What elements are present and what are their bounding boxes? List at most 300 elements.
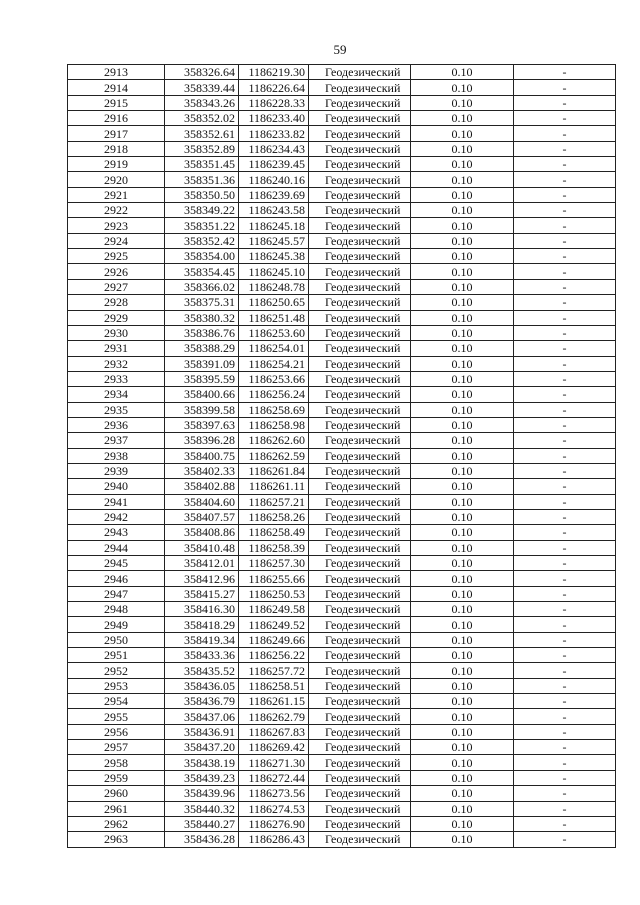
table-row (68, 387, 616, 402)
table-row (68, 648, 616, 663)
y-coordinate-cell: 1186219.30 (239, 65, 309, 80)
table-row (68, 678, 616, 693)
note-cell: - (514, 310, 616, 325)
table-row (68, 801, 616, 816)
note-cell: - (514, 494, 616, 509)
table-row (68, 694, 616, 709)
x-coordinate-cell: 358380.32 (165, 310, 239, 325)
accuracy-cell: 0.10 (411, 724, 514, 739)
note-cell: - (514, 218, 616, 233)
accuracy-cell: 0.10 (411, 648, 514, 663)
y-coordinate-cell: 1186233.40 (239, 111, 309, 126)
accuracy-cell: 0.10 (411, 755, 514, 770)
table-row (68, 233, 616, 248)
x-coordinate-cell: 358395.59 (165, 371, 239, 386)
x-coordinate-cell: 358439.96 (165, 786, 239, 801)
point-number-cell: 2930 (68, 325, 165, 340)
point-number-cell: 2920 (68, 172, 165, 187)
table-row (68, 709, 616, 724)
point-number-cell: 2963 (68, 832, 165, 847)
page-number: 59 (333, 42, 347, 57)
y-coordinate-cell: 1186262.60 (239, 433, 309, 448)
accuracy-cell: 0.10 (411, 387, 514, 402)
y-coordinate-cell: 1186261.11 (239, 479, 309, 494)
accuracy-cell: 0.10 (411, 341, 514, 356)
method-cell: Геодезический (309, 172, 411, 187)
method-cell: Геодезический (309, 525, 411, 540)
accuracy-cell: 0.10 (411, 371, 514, 386)
table-row (68, 279, 616, 294)
accuracy-cell: 0.10 (411, 816, 514, 831)
point-number-cell: 2957 (68, 740, 165, 755)
table-row (68, 264, 616, 279)
x-coordinate-cell: 358351.36 (165, 172, 239, 187)
table-row (68, 111, 616, 126)
method-cell: Геодезический (309, 295, 411, 310)
point-number-cell: 2937 (68, 433, 165, 448)
method-cell: Геодезический (309, 540, 411, 555)
note-cell: - (514, 356, 616, 371)
accuracy-cell: 0.10 (411, 95, 514, 110)
x-coordinate-cell: 358412.01 (165, 556, 239, 571)
accuracy-cell: 0.10 (411, 433, 514, 448)
y-coordinate-cell: 1186258.49 (239, 525, 309, 540)
note-cell: - (514, 632, 616, 647)
note-cell: - (514, 648, 616, 663)
accuracy-cell: 0.10 (411, 494, 514, 509)
note-cell: - (514, 126, 616, 141)
table-row (68, 632, 616, 647)
x-coordinate-cell: 358418.29 (165, 617, 239, 632)
note-cell: - (514, 157, 616, 172)
x-coordinate-cell: 358326.64 (165, 65, 239, 80)
table-row (68, 218, 616, 233)
x-coordinate-cell: 358436.79 (165, 694, 239, 709)
y-coordinate-cell: 1186253.66 (239, 371, 309, 386)
note-cell: - (514, 341, 616, 356)
accuracy-cell: 0.10 (411, 65, 514, 80)
accuracy-cell: 0.10 (411, 218, 514, 233)
accuracy-cell: 0.10 (411, 509, 514, 524)
x-coordinate-cell: 358349.22 (165, 203, 239, 218)
y-coordinate-cell: 1186274.53 (239, 801, 309, 816)
point-number-cell: 2942 (68, 509, 165, 524)
x-coordinate-cell: 358388.29 (165, 341, 239, 356)
note-cell: - (514, 663, 616, 678)
accuracy-cell: 0.10 (411, 709, 514, 724)
note-cell: - (514, 801, 616, 816)
x-coordinate-cell: 358352.42 (165, 233, 239, 248)
accuracy-cell: 0.10 (411, 571, 514, 586)
point-number-cell: 2940 (68, 479, 165, 494)
accuracy-cell: 0.10 (411, 111, 514, 126)
y-coordinate-cell: 1186254.21 (239, 356, 309, 371)
note-cell: - (514, 187, 616, 202)
table-row (68, 249, 616, 264)
accuracy-cell: 0.10 (411, 264, 514, 279)
accuracy-cell: 0.10 (411, 279, 514, 294)
accuracy-cell: 0.10 (411, 356, 514, 371)
y-coordinate-cell: 1186234.43 (239, 141, 309, 156)
point-number-cell: 2962 (68, 816, 165, 831)
x-coordinate-cell: 358435.52 (165, 663, 239, 678)
table-row (68, 479, 616, 494)
y-coordinate-cell: 1186250.65 (239, 295, 309, 310)
y-coordinate-cell: 1186267.83 (239, 724, 309, 739)
y-coordinate-cell: 1186273.56 (239, 786, 309, 801)
note-cell: - (514, 724, 616, 739)
y-coordinate-cell: 1186256.24 (239, 387, 309, 402)
table-row (68, 157, 616, 172)
point-number-cell: 2913 (68, 65, 165, 80)
method-cell: Геодезический (309, 141, 411, 156)
y-coordinate-cell: 1186254.01 (239, 341, 309, 356)
point-number-cell: 2955 (68, 709, 165, 724)
table-row (68, 755, 616, 770)
point-number-cell: 2958 (68, 755, 165, 770)
x-coordinate-cell: 358436.28 (165, 832, 239, 847)
accuracy-cell: 0.10 (411, 448, 514, 463)
x-coordinate-cell: 358351.22 (165, 218, 239, 233)
method-cell: Геодезический (309, 463, 411, 478)
accuracy-cell: 0.10 (411, 233, 514, 248)
table-row (68, 172, 616, 187)
table-row (68, 325, 616, 340)
table-row (68, 832, 616, 847)
y-coordinate-cell: 1186258.69 (239, 402, 309, 417)
table-row (68, 586, 616, 601)
table-row (68, 203, 616, 218)
accuracy-cell: 0.10 (411, 463, 514, 478)
point-number-cell: 2949 (68, 617, 165, 632)
point-number-cell: 2929 (68, 310, 165, 325)
method-cell: Геодезический (309, 479, 411, 494)
x-coordinate-cell: 358352.61 (165, 126, 239, 141)
point-number-cell: 2954 (68, 694, 165, 709)
note-cell: - (514, 172, 616, 187)
y-coordinate-cell: 1186250.53 (239, 586, 309, 601)
method-cell: Геодезический (309, 279, 411, 294)
method-cell: Геодезический (309, 249, 411, 264)
table-row (68, 571, 616, 586)
point-number-cell: 2944 (68, 540, 165, 555)
method-cell: Геодезический (309, 678, 411, 693)
y-coordinate-cell: 1186269.42 (239, 740, 309, 755)
note-cell: - (514, 816, 616, 831)
method-cell: Геодезический (309, 356, 411, 371)
point-number-cell: 2931 (68, 341, 165, 356)
point-number-cell: 2935 (68, 402, 165, 417)
x-coordinate-cell: 358399.58 (165, 402, 239, 417)
y-coordinate-cell: 1186261.84 (239, 463, 309, 478)
accuracy-cell: 0.10 (411, 525, 514, 540)
accuracy-cell: 0.10 (411, 141, 514, 156)
accuracy-cell: 0.10 (411, 801, 514, 816)
method-cell: Геодезический (309, 433, 411, 448)
method-cell: Геодезический (309, 755, 411, 770)
note-cell: - (514, 387, 616, 402)
x-coordinate-cell: 358436.05 (165, 678, 239, 693)
method-cell: Геодезический (309, 65, 411, 80)
x-coordinate-cell: 358352.02 (165, 111, 239, 126)
table-row (68, 310, 616, 325)
accuracy-cell: 0.10 (411, 157, 514, 172)
method-cell: Геодезический (309, 310, 411, 325)
accuracy-cell: 0.10 (411, 556, 514, 571)
note-cell: - (514, 249, 616, 264)
method-cell: Геодезический (309, 494, 411, 509)
y-coordinate-cell: 1186226.64 (239, 80, 309, 95)
accuracy-cell: 0.10 (411, 602, 514, 617)
accuracy-cell: 0.10 (411, 402, 514, 417)
x-coordinate-cell: 358437.06 (165, 709, 239, 724)
x-coordinate-cell: 358366.02 (165, 279, 239, 294)
table-row (68, 724, 616, 739)
point-number-cell: 2915 (68, 95, 165, 110)
accuracy-cell: 0.10 (411, 740, 514, 755)
y-coordinate-cell: 1186256.22 (239, 648, 309, 663)
y-coordinate-cell: 1186245.10 (239, 264, 309, 279)
y-coordinate-cell: 1186245.57 (239, 233, 309, 248)
table-row (68, 448, 616, 463)
accuracy-cell: 0.10 (411, 417, 514, 432)
x-coordinate-cell: 358397.63 (165, 417, 239, 432)
note-cell: - (514, 678, 616, 693)
point-number-cell: 2938 (68, 448, 165, 463)
method-cell: Геодезический (309, 126, 411, 141)
accuracy-cell: 0.10 (411, 540, 514, 555)
method-cell: Геодезический (309, 111, 411, 126)
point-number-cell: 2951 (68, 648, 165, 663)
point-number-cell: 2934 (68, 387, 165, 402)
accuracy-cell: 0.10 (411, 80, 514, 95)
accuracy-cell: 0.10 (411, 678, 514, 693)
note-cell: - (514, 402, 616, 417)
y-coordinate-cell: 1186249.58 (239, 602, 309, 617)
y-coordinate-cell: 1186239.45 (239, 157, 309, 172)
method-cell: Геодезический (309, 832, 411, 847)
point-number-cell: 2916 (68, 111, 165, 126)
x-coordinate-cell: 358375.31 (165, 295, 239, 310)
point-number-cell: 2914 (68, 80, 165, 95)
method-cell: Геодезический (309, 203, 411, 218)
point-number-cell: 2945 (68, 556, 165, 571)
note-cell: - (514, 694, 616, 709)
point-number-cell: 2932 (68, 356, 165, 371)
note-cell: - (514, 740, 616, 755)
y-coordinate-cell: 1186262.59 (239, 448, 309, 463)
method-cell: Геодезический (309, 770, 411, 785)
note-cell: - (514, 617, 616, 632)
y-coordinate-cell: 1186239.69 (239, 187, 309, 202)
x-coordinate-cell: 358440.32 (165, 801, 239, 816)
method-cell: Геодезический (309, 157, 411, 172)
accuracy-cell: 0.10 (411, 832, 514, 847)
x-coordinate-cell: 358339.44 (165, 80, 239, 95)
note-cell: - (514, 111, 616, 126)
x-coordinate-cell: 358350.50 (165, 187, 239, 202)
point-number-cell: 2947 (68, 586, 165, 601)
method-cell: Геодезический (309, 663, 411, 678)
y-coordinate-cell: 1186262.79 (239, 709, 309, 724)
point-number-cell: 2953 (68, 678, 165, 693)
y-coordinate-cell: 1186286.43 (239, 832, 309, 847)
accuracy-cell: 0.10 (411, 249, 514, 264)
accuracy-cell: 0.10 (411, 479, 514, 494)
note-cell: - (514, 832, 616, 847)
table-row (68, 295, 616, 310)
note-cell: - (514, 233, 616, 248)
y-coordinate-cell: 1186257.21 (239, 494, 309, 509)
method-cell: Геодезический (309, 387, 411, 402)
point-number-cell: 2925 (68, 249, 165, 264)
y-coordinate-cell: 1186245.38 (239, 249, 309, 264)
method-cell: Геодезический (309, 218, 411, 233)
accuracy-cell: 0.10 (411, 295, 514, 310)
note-cell: - (514, 709, 616, 724)
point-number-cell: 2936 (68, 417, 165, 432)
x-coordinate-cell: 358400.75 (165, 448, 239, 463)
accuracy-cell: 0.10 (411, 663, 514, 678)
note-cell: - (514, 95, 616, 110)
method-cell: Геодезический (309, 571, 411, 586)
note-cell: - (514, 203, 616, 218)
method-cell: Геодезический (309, 509, 411, 524)
y-coordinate-cell: 1186228.33 (239, 95, 309, 110)
x-coordinate-cell: 358396.28 (165, 433, 239, 448)
y-coordinate-cell: 1186245.18 (239, 218, 309, 233)
table-row (68, 141, 616, 156)
accuracy-cell: 0.10 (411, 310, 514, 325)
y-coordinate-cell: 1186272.44 (239, 770, 309, 785)
point-number-cell: 2948 (68, 602, 165, 617)
table-row (68, 525, 616, 540)
y-coordinate-cell: 1186233.82 (239, 126, 309, 141)
table-row (68, 770, 616, 785)
point-number-cell: 2927 (68, 279, 165, 294)
table-row (68, 786, 616, 801)
point-number-cell: 2943 (68, 525, 165, 540)
accuracy-cell: 0.10 (411, 617, 514, 632)
table-row (68, 356, 616, 371)
method-cell: Геодезический (309, 80, 411, 95)
note-cell: - (514, 571, 616, 586)
coordinates-table-body (68, 65, 616, 848)
table-row (68, 80, 616, 95)
table-row (68, 816, 616, 831)
method-cell: Геодезический (309, 632, 411, 647)
method-cell: Геодезический (309, 417, 411, 432)
point-number-cell: 2956 (68, 724, 165, 739)
note-cell: - (514, 448, 616, 463)
method-cell: Геодезический (309, 371, 411, 386)
method-cell: Геодезический (309, 341, 411, 356)
point-number-cell: 2926 (68, 264, 165, 279)
table-row (68, 663, 616, 678)
coordinates-table (67, 64, 616, 848)
method-cell: Геодезический (309, 816, 411, 831)
note-cell: - (514, 65, 616, 80)
y-coordinate-cell: 1186243.58 (239, 203, 309, 218)
note-cell: - (514, 279, 616, 294)
x-coordinate-cell: 358412.96 (165, 571, 239, 586)
table-row (68, 433, 616, 448)
method-cell: Геодезический (309, 586, 411, 601)
accuracy-cell: 0.10 (411, 187, 514, 202)
accuracy-cell: 0.10 (411, 126, 514, 141)
point-number-cell: 2950 (68, 632, 165, 647)
accuracy-cell: 0.10 (411, 172, 514, 187)
table-row (68, 402, 616, 417)
x-coordinate-cell: 358439.23 (165, 770, 239, 785)
y-coordinate-cell: 1186258.26 (239, 509, 309, 524)
y-coordinate-cell: 1186261.15 (239, 694, 309, 709)
point-number-cell: 2918 (68, 141, 165, 156)
x-coordinate-cell: 358436.91 (165, 724, 239, 739)
accuracy-cell: 0.10 (411, 786, 514, 801)
y-coordinate-cell: 1186249.52 (239, 617, 309, 632)
point-number-cell: 2923 (68, 218, 165, 233)
note-cell: - (514, 141, 616, 156)
method-cell: Геодезический (309, 709, 411, 724)
point-number-cell: 2919 (68, 157, 165, 172)
x-coordinate-cell: 358402.33 (165, 463, 239, 478)
note-cell: - (514, 602, 616, 617)
point-number-cell: 2924 (68, 233, 165, 248)
point-number-cell: 2921 (68, 187, 165, 202)
x-coordinate-cell: 358419.34 (165, 632, 239, 647)
x-coordinate-cell: 358351.45 (165, 157, 239, 172)
note-cell: - (514, 755, 616, 770)
method-cell: Геодезический (309, 402, 411, 417)
method-cell: Геодезический (309, 648, 411, 663)
table-row (68, 187, 616, 202)
x-coordinate-cell: 358416.30 (165, 602, 239, 617)
note-cell: - (514, 325, 616, 340)
accuracy-cell: 0.10 (411, 586, 514, 601)
table-row (68, 126, 616, 141)
x-coordinate-cell: 358438.19 (165, 755, 239, 770)
note-cell: - (514, 417, 616, 432)
method-cell: Геодезический (309, 694, 411, 709)
note-cell: - (514, 479, 616, 494)
point-number-cell: 2922 (68, 203, 165, 218)
point-number-cell: 2928 (68, 295, 165, 310)
x-coordinate-cell: 358400.66 (165, 387, 239, 402)
method-cell: Геодезический (309, 617, 411, 632)
point-number-cell: 2961 (68, 801, 165, 816)
x-coordinate-cell: 358352.89 (165, 141, 239, 156)
point-number-cell: 2959 (68, 770, 165, 785)
x-coordinate-cell: 358386.76 (165, 325, 239, 340)
x-coordinate-cell: 358408.86 (165, 525, 239, 540)
note-cell: - (514, 433, 616, 448)
table-row (68, 494, 616, 509)
y-coordinate-cell: 1186248.78 (239, 279, 309, 294)
note-cell: - (514, 540, 616, 555)
method-cell: Геодезический (309, 448, 411, 463)
method-cell: Геодезический (309, 801, 411, 816)
point-number-cell: 2939 (68, 463, 165, 478)
table-row (68, 540, 616, 555)
table-row (68, 371, 616, 386)
x-coordinate-cell: 358354.45 (165, 264, 239, 279)
x-coordinate-cell: 358415.27 (165, 586, 239, 601)
y-coordinate-cell: 1186253.60 (239, 325, 309, 340)
method-cell: Геодезический (309, 325, 411, 340)
accuracy-cell: 0.10 (411, 770, 514, 785)
point-number-cell: 2917 (68, 126, 165, 141)
